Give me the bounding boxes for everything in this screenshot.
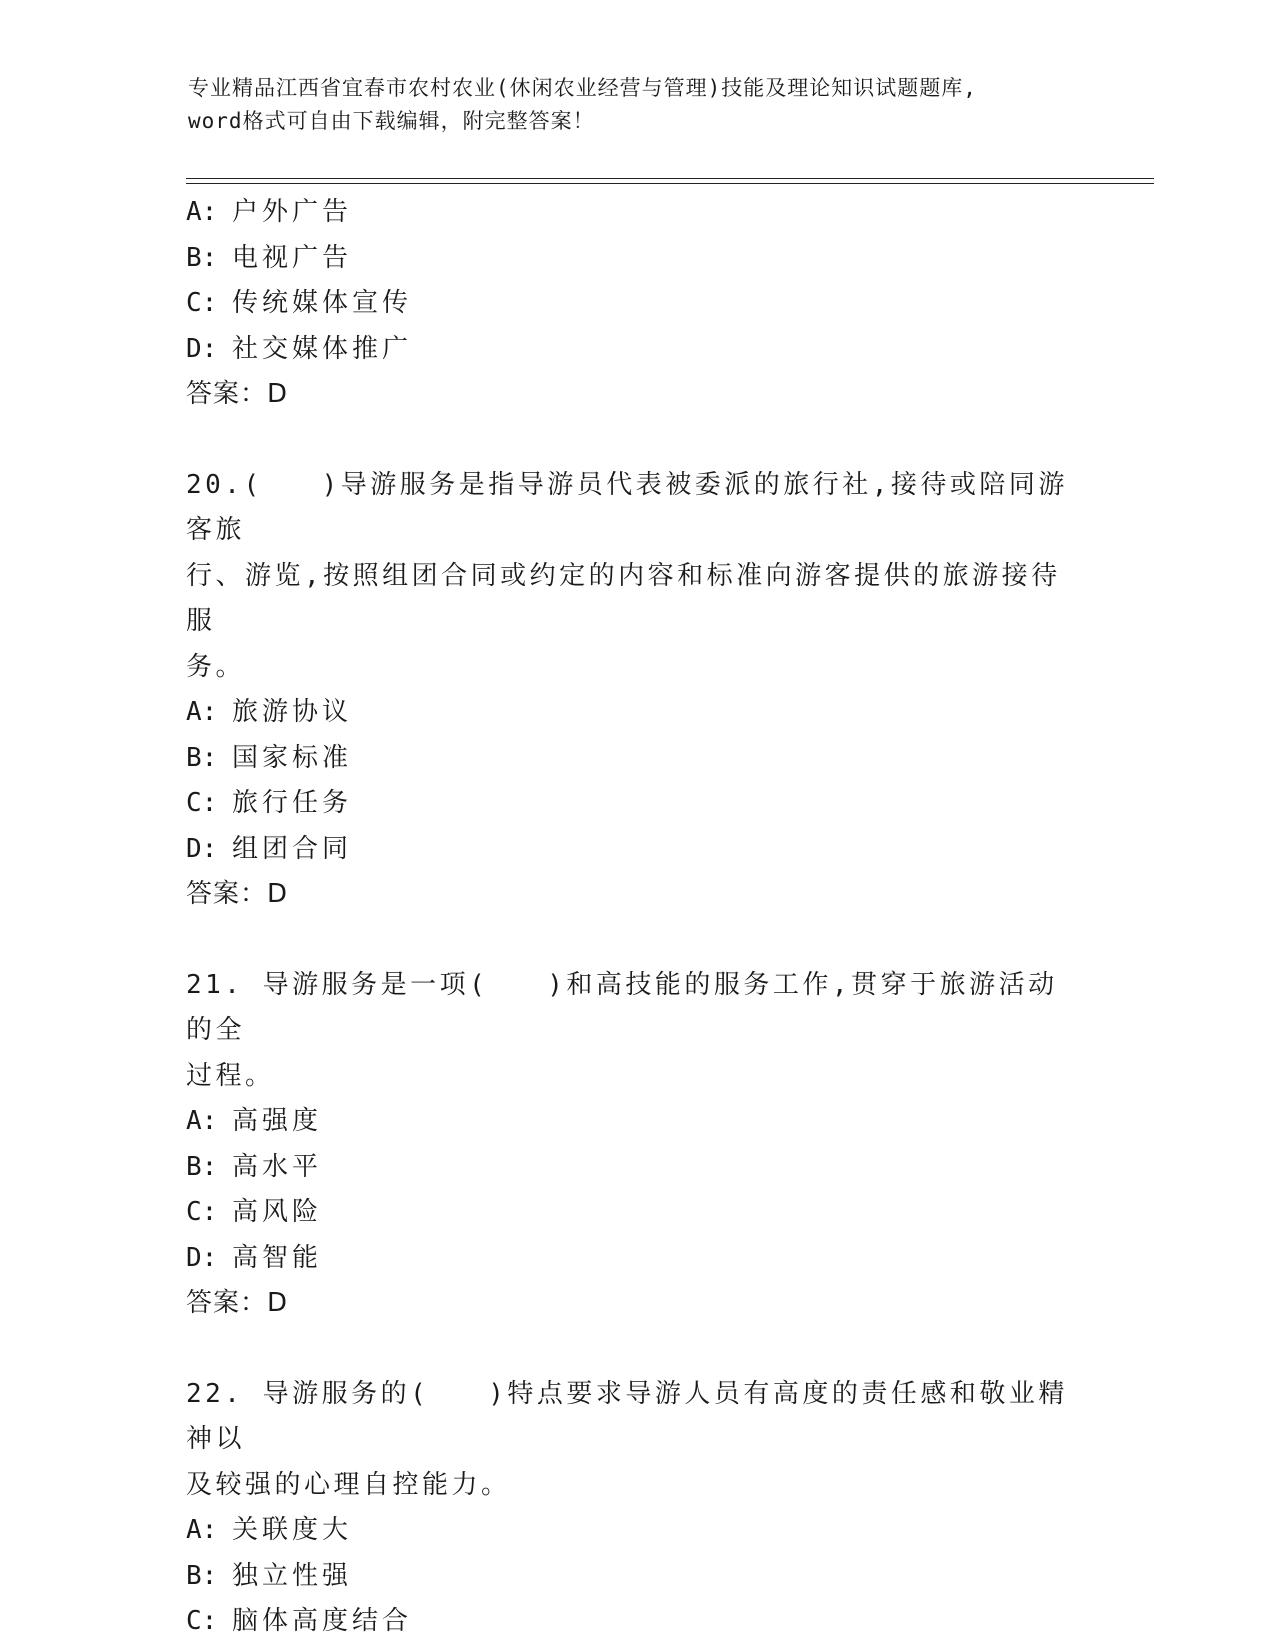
question-block-20 [186,463,1086,918]
answer-line: 答案：D [186,1288,289,1318]
question-text: 20.( )导游服务是指导游员代表被委派的旅行社,接待或陪同游客旅 行、游览,按照组团合同或约定的内容和标准向游客提供的旅游接待服 务。 [186,469,1068,682]
option-d: D: 高智能 [186,1242,323,1273]
option-b: B: 高水平 [186,1151,323,1182]
option-a: A: 高强度 [186,1106,323,1136]
question-block-21 [186,963,1086,1327]
header-rule-top [186,178,1154,179]
question-block-22 [186,1372,1086,1645]
question-text: 22. 导游服务的( )特点要求导游人员有高度的责任感和敬业精神以 及较强的心理自控能力。 [186,1378,1068,1500]
answer-line: 答案：D [186,379,289,409]
header-subtitle-line: word格式可自由下载编辑，附完整答案！ [188,109,595,133]
header-rule-bottom [186,183,1154,184]
option-a: A: 旅游协议 [186,697,353,727]
answer-line: 答案：D [186,879,289,909]
question-list [186,190,1086,1645]
document-header [188,72,1088,138]
option-b: B: 独立性强 [186,1560,353,1591]
question-text: 21. 导游服务是一项( )和高技能的服务工作,贯穿于旅游活动的全 过程。 [186,969,1058,1091]
question-block-19 [186,190,1086,418]
option-b: B: 国家标准 [186,742,353,773]
option-d: D: 社交媒体推广 [186,333,413,364]
option-b: B: 电视广告 [186,242,353,273]
option-c: C: 脑体高度结合 [186,1606,413,1636]
option-c: C: 传统媒体宣传 [186,288,413,318]
option-a: A: 户外广告 [186,197,353,227]
option-a: A: 关联度大 [186,1515,353,1545]
option-d: D: 组团合同 [186,833,353,864]
option-c: C: 旅行任务 [186,788,353,818]
header-title-line: 专业精品江西省宜春市农村农业(休闲农业经营与管理)技能及理论知识试题题库, [188,76,977,100]
option-c: C: 高风险 [186,1197,323,1227]
